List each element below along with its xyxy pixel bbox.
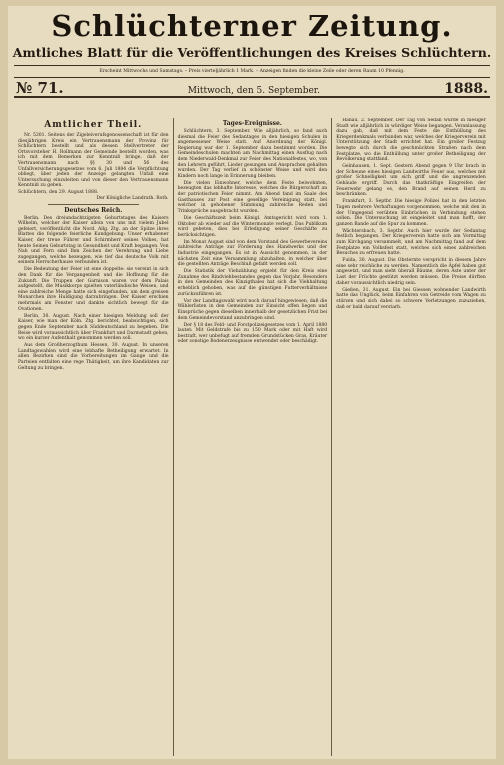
article-paragraph: Gießen, 31. August. Ein bei Giessen wohnender Landwirth hatte das Unglück, beim Einfahren von Getreide vom Wagen zu stürzen und sich dabei so schwere Verletzungen zuzuziehen, daß er bald darauf verstarb. [336,287,486,310]
official-notice-text: Nr. 5301. Seitens der Zigeleiverufsgenossenschaft ist für den diesjährigen Kreis ein Vertrauensmann der Provinz für Schlüchtern bestellt und als dessen Stellvertreter der Ortsvorsteher H. Rollmann der Gemeinde bestellt worden, was ich mit dem Bemerken zur Kenntniß bringe, daß der Vertrauensmann nach §§ 30 und 56 des Unfallversicherungsgesetzes vom 6. Juli 1884 die Verpflichtung obliegt, über jeden der Anzeige gelangten Unfall eine Untersuchung einzuleiten und von dieser den Vertrauensmann Kenntniß zu geben. [18,133,169,189]
article-paragraph: Vor der Landtagswahl wird noch darauf hingewiesen, daß die Wählerlisten in den Gemeinden zur Einsicht offen liegen und Einsprüche gegen dieselben innerhalb der gesetzlichen Frist bei dem Gemeindevorstand anzubringen sind. [177,298,328,321]
article-paragraph: Hanau, 2. September. Der Tag von Sedan wurde in hiesiger Stadt wie alljährlich in würdiger Weise begangen. Veranlassung dazu gab, daß mit dem Feste die Enthüllung des Kriegerdenkmals verbunden war, welches der Kriegerverein mit Unterstützung der Stadt errichtet hat. Ein großer Festzug bewegte sich durch die geschmückten Straßen nach dem Festplatze, wo die Enthüllung unter großer Betheiligung der Bevölkerung stattfand. [336,118,486,163]
column-left [14,118,173,756]
newspaper-page [8,6,496,759]
article-paragraph: Die vielen Einwohner, welche dem Feste beiwohnten, bezeugten das lebhafte Interesse, welches die Bürgerschaft an der patriotischen Feier nimmt. Am Abend fand im Saale des Gasthauses zur Post eine gesellige Vereinigung statt, bei welcher in gehobener Stimmung zahlreiche Reden und Trinksprüche ausgebracht wurden. [177,180,328,214]
issue-dateline [14,77,490,98]
article-paragraph: Frankfurt, 3. Septbr. Die hiesige Polizei hat in den letzten Tagen mehrere Verhaftungen vorgenommen, welche mit den in der Umgegend verübten Einbrüchen in Verbindung stehen sollen. Die Untersuchung ist eingeleitet und man hofft, der ganzen Bande auf die Spur zu kommen. [336,199,486,227]
article-paragraph: Die Geschäftszeit beim Königl. Amtsgericht wird vom 1. Oktober ab wieder auf die Wintermonate verlegt. Das Publikum wird gebeten, dies bei Erledigung seiner Geschäfte zu berücksichtigen. [177,215,328,238]
article-paragraph: Die Bedeutung der Feier ist eine doppelte: sie vereint in sich den Dank für die Vergangenheit und die Hoffnung für die Zukunft. Die Truppen der Garnison waren vor dem Palais aufgestellt, die Musikkorps spielten vaterländische Weisen, und eine zahlreiche Menge hatte sich eingefunden, um dem greisen Monarchen ihre Huldigung darzubringen. Der Kaiser erschien mehrmals am Fenster und dankte sichtlich bewegt für die Ovationen. [18,267,169,312]
issue-date: Mittwoch, den 5. September. [187,86,320,96]
issue-number: № 71. [16,79,64,97]
article-paragraph: Wächtersbach, 3. Septbr. Auch hier wurde der Sedantag festlich begangen. Der Kriegerverein hatte sich am Vormittag zum Kirchgang versammelt, und am Nachmittag fand auf dem Festplatze ein Volksfest statt, welches sich eines zahlreichen Besuches zu erfreuen hatte. [336,228,486,257]
article-paragraph: Berlin. Des dreiundachtzigsten Geburtstages des Kaisers Wilhelm, welcher der Kaiser allein von uns mit vielem Jubel gefeiert, veröffentlicht die Nord. Allg. Ztg. an der Spitze ihres Blattes die folgende feierliche Kundgebung: Unser erhabener Kaiser, der treue Führer und Schirmherr seines Volkes, hat heute Seinen Geburtstag in Gesundheit und Kraft begangen. Von Nah und Fern sind Ihm Zeichen der Verehrung und Liebe zugegangen, welche bezeugen, wie tief das deutsche Volk mit seinem Herrscherhause verbunden ist. [18,215,169,266]
publication-info-line: Erscheint Mittwochs und Samstags. – Preis vierteljährlich 1 Mark. – Anzeigen finden die kleine Zeile oder deren Raum 10 Pfennig. [14,65,490,75]
section-divider [48,204,139,205]
official-section-heading: Amtlicher Theil. [44,120,143,130]
column-middle [173,118,332,756]
masthead-subtitle: Amtliches Blatt für die Veröffentlichungen des Kreises Schlüchtern. [12,45,492,60]
issue-year: 1888. [444,81,488,97]
official-notice-place-date: Schlüchtern, den 29. August 1888. [18,190,99,196]
article-paragraph: Der § 18 des Feld- und Forstpolizeigesetzes vom 1. April 1880 lautet: Mit Geldstrafe bis zu 150 Mark oder mit Haft wird bestraft, wer unbefugt auf fremden Grundstücken Gras, Kräuter oder sonstige Bodenerzeugnisse entwendet oder beschädigt. [177,322,328,345]
column-right [331,118,490,756]
article-paragraph: Gelnhausen, 1. Sept. Gestern Abend gegen 9 Uhr brach in der Scheune eines hiesigen Landwirths Feuer aus, welches mit großer Schnelligkeit um sich griff und die angrenzenden Gebäude ergriff. Durch das thatkräftige Eingreifen der Feuerwehr gelang es, den Brand auf seinen Herd zu beschränken. [336,164,486,198]
article-paragraph: Die Statistik der Viehzählung ergiebt für den Kreis eine Zunahme des Rindviehbestandes gegen das Vorjahr. Besonders in den Gemeinden des Kinzigthales hat sich die Viehhaltung erheblich gehoben, was auf die günstigen Futterverhältnisse zurückzuführen ist. [177,269,328,297]
deutsches-reich-heading: Deutsches Reich. [64,206,123,214]
article-columns [14,118,490,756]
daily-events-heading: Tages-Ereignisse. [222,120,282,127]
article-paragraph: Fulda, 30. August. Die Obsternte verspricht in diesem Jahre eine sehr reichliche zu werden. Namentlich die Äpfel haben gut angesetzt, und man sieht überall Bäume, deren Äste unter der Last der Früchte gestützt werden müssen. Die Preise dürften daher voraussichtlich niedrig sein. [336,258,486,286]
article-paragraph: Aus dem Großherzogthum Hessen, 30. August. In unseren Landtagswahlen wird eine lebhafte Betheiligung erwartet. In allen Bezirken sind die Vorbereitungen im Gange und die Parteien entfalten eine rege Thätigkeit, um ihre Kandidaten zur Geltung zu bringen. [18,343,169,371]
official-notice-signature: Der Königliche Landrath. Roth. [96,196,169,202]
masthead-title: Schlüchterner Zeitung. [51,9,453,43]
article-paragraph: Schlüchtern, 3. September. Wie alljährlich, so fand auch diesmal die Feier des Sedantages in den hiesigen Schulen in angemessener Weise statt. Auf Anordnung der Königl. Regierung war der 1. September dazu bestimmt worden. Die Gemeindeschulen machten am Nachmittag einen Ausflug nach dem Niederwald-Denkmal zur Feier des Nationalfestes, wo, von den Lehrern geführt, Lieder gesungen und Ansprachen gehalten wurden. Der Tag verlief in schönster Weise und wird den Kindern noch lange in Erinnerung bleiben. [177,129,328,179]
article-paragraph: Im Monat August sind von dem Vorstand des Gewerbevereins zahlreiche Anträge zur Förderung des Handwerks und der Industrie eingegangen. Es ist in Aussicht genommen, in der nächsten Zeit eine Versammlung abzuhalten, in welcher über die gestellten Anträge Beschluß gefaßt werden soll. [177,239,328,268]
article-paragraph: Berlin, 30. August. Nach einer hiesigen Meldung soll der Kaiser, wie man der Köln. Ztg. berichtet, beabsichtigen, sich gegen Ende September nach Süddeutschland zu begeben. Die Reise wird voraussichtlich über Frankfurt und Darmstadt gehen, wo ein kurzer Aufenthalt genommen werden soll. [18,313,169,342]
